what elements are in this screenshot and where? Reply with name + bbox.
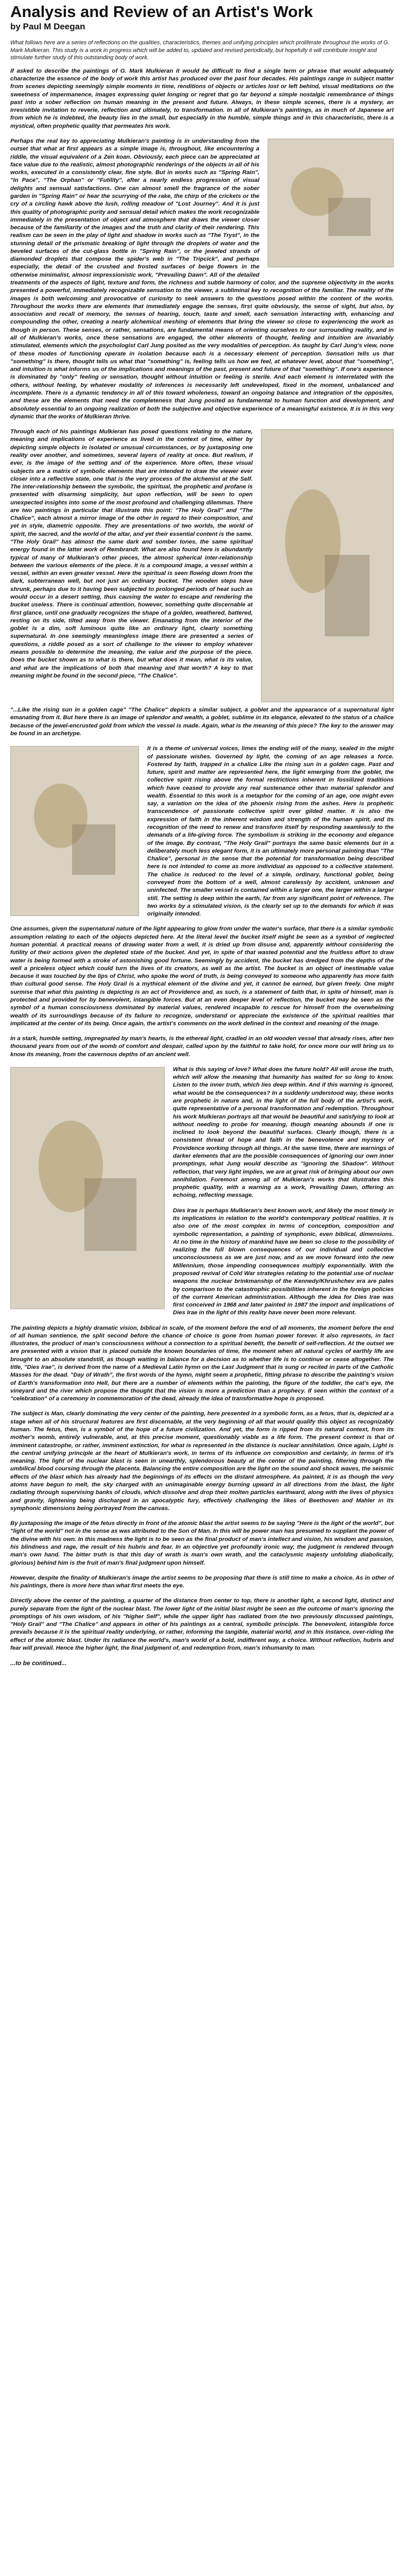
body-paragraph-2: Perhaps the real key to appreciating Mulkieran's painting is in understanding from the outset that what at first appears as a simple image is, throughout, like encountering a riddle, the visual equivalent of a Zen koan. Obviously, each piece can be appreciated at face value due to the realistic, almost photographic renderings of the objects in all of his works, executed in a consistently clear, fine style. But in works such as "Spring Rain", "In Pace", "The Orphan" or "Futility", after a nearly endless progression of visual delights and sensual satisfactions. One can almost smell the fragrance of the sober garden in "Spring Rain" or hear the scurrying of the rake, the chirp of the crickets or the cry of a circling hawk above the lush, rolling meadow of "Lost Journey". And it is just this quality of photographic purity and sensual detail which makes the work recognizable immediately in the presentation of object and atmosphere that draws the viewer closer because of the familiarity of the images and the truth and clarity of their rendering. This realism can be seen in the play of light and shadow in works such as "The Tryst", in the stunning detail of the prismatic breaking of light through the droplets of water and the beveled surfaces of the cut-glass bottle in "Spring Rain", or the jeweled strands of diamonded droplets that compose the spider's web in "The Tripcick", and perhaps especially, the detail of the crushed and frosted surfaces of beige flowers in the otherwise minimalist, almost impressionistic work, "Prevailing Dawn". All of the detailed treatments of the aspects of light, texture and form, the richness and subtle harmony of color, and the supreme objectivity in the works presented a powerful, immediately recognizable sensation to the viewer, a subliminal key to recognition of the familiar. The reality of the images is both welcoming and provocative of curiosity to seek answers to the questions posed within the content of the works. Throughout the works there are elements that immediately engage the senses, first quite obviously, the sense of sight, but also, by association and recall of memory, the senses of hearing, touch, taste and smell, each sensation interacting with, enhancing and compounding the other, creating a nearly alchemical meshing of elements that bring the viewer so close to experiencing the work as though in person. These senses, or rather, sensations, are fundamental means of orienting ourselves to our surrounding reality, and in all of Mulkieran's works, once these sensations are engaged, the other elements of thought, feeling and intuition are invariably stimulated, elements which the psychologist Carl Jung posited as the very modalities of perception. As taught by Carl Jung's view, none of these modes of functioning operate in isolation because each is a necessary element of perception. Sensation tells us that "something" is there, thought tells us what that "something" is, feeling tells us how we feel, at whatever level, about that "something", and intuition is what informs us of the implications and meanings of the past, present and future of that "something". If one's experience is dominated by "only" feeling or sensation, thought without intuition or feeling is sterile. And each element is interrelated with the others, without feeling, by whatever modality of inferences is necessarily left undeveloped, fixed in the moment, unbalanced and incomplete. There is a dynamic tendency in all of this toward wholeness, toward an ongoing balance and integration of the opposites, and these are the elements that need the completeness that Jung posited as fundamental to human function and development, and absolutely essential to an ongoing realization of both the subjective and objective experience of a meaningful existence. It is in this very dynamic that the works of Mulkieran thrive. xyxy=(10,138,394,420)
body-paragraph-8: What is this saying of love? What does the future hold? All will arose the truth, which will allow the meaning that humanity has waited for so long to know. Listen to the inner truth, which lies deep within. And if this warning is ignored, what would be the consequences? In a suddenly understood way, these works are prophetic in nature and, in the light of the full body of the artist's work, quite representative of a personal transformation and redemption. Throughout his work Mulkieran portrays all that would be beautiful and satisfying to look at without needing to probe for meaning, though meaning abounds if one is inclined to look beyond the beautiful surfaces. Clearly though, there is a consistent thread of hope and faith in the benevolence and mystery of Providence working through all things. At the same time, there are warnings of darker elements that are the possible consequences of ignoring our own inner promptings, what Jung would describe as "ignoring the Shadow". Without reflection, that very light implies, we are at great risk of bringing about our own annihilation. Foremost among all of Mulkieran's works that illustrates this prophetic quality, with a warning as a work, Prevailing Dawn, offering an echoing, reflecting message. xyxy=(173,1066,394,1199)
body-paragraph-5: It is a theme of universal voices, limes the ending will of the many, sealed in the might of passionate wishes. Governed by light, the coming of an age releases a force. Fostered by faith, trapped in a chalice Like the rising sun in a golden cage. Past and future, spirit and matter are represented here, the light emerging from the goblet, the collective spirit rising above the formal restrictions inherent in fossilized traditions which have ceased to provide any real sustenance other than material splendor and wealth. Essential to this work is a metaphor for the coming of an age, one might even say, a variation on the idea of the phoenix rising from the ashes. Here is prophetic transcendence of passionate collective spirit over gilded matter. It is also the expression of faith in the inherent wisdom and strength of the human spirit, and its recognition of the need to renew and transform itself by responding seamlessly to the demands of a life-giving force. The symbolism is striking in the economy and elegance of the image. By contrast, "The Holy Grail" portrays the same basic elements but in a deliberately much less elegant form, it is an ultimately more personal painting than "The Chalice", personal in the sense that the potential for transformation being described here is not intended to come as more individual as opposed to a collective statement. The chalice is reduced to the level of a simple, ordinary, functional goblet, being conveyed from the bottom of a well, almost carelessly by accident, unknown and uninfected. The smaller vessel is contained within a larger one, the larger within a larger still. The setting is deep within the earth, far from any significant point of reference. The two works by a stimulated vision, is the clearly set up to the demands for which it was originally intended. xyxy=(147,745,394,918)
body-paragraph-13: However, despite the finality of Mulkieran's image the artist seems to be proposing that there is still time to make a choice. As in other of his paintings, there is more here than what first meets the eye. xyxy=(10,1574,394,1589)
painting-image xyxy=(10,746,139,916)
body-paragraph-7: In a stark, humble setting, impregnated by man's hearts, is the ethereal light, cradled in an old wooden vessel that already rises, after two thousand years from out of the womb of comfort and despair, called upon by the faithful to take hold, for once more our will bring us to know its meaning, from the cavernous depths of an ancient well. xyxy=(10,1036,394,1058)
body-paragraph-9: Dies Irae is perhaps Mulkieran's best known work, and likely the most timely in its implications in relation to the world's contemporary political realities. It is also one of the most complex in terms of conception, composition and symbolic representation, a painting of symphonic, even biblical, dimensions. At no time in the history of mankind have we been so close to the possibility of realizing the full blown consequences of our individual and collective unconsciousness as we are just now, and as we move forward into the new Millennium, those impending consequences multiply exponentially. With the proposed revival of Cold War strategies relating to the potential use of nuclear weapons the nuclear brinkmanship of the Kennedy/Khrushchev era are pales by comparison to the catastrophic possibilities inherent in the foreign policies of the current American administration. Although the idea for Dies Irae was first conceived in 1968 and later painted in 1987 the import and implications of Dies Irae in the light of this reality have never been more relevant. xyxy=(173,1207,394,1316)
painting-image xyxy=(261,429,394,702)
painting-image xyxy=(10,1067,165,1309)
body-paragraph-6: One assumes, given the supernatural nature of the light appearing to glow from under the water's surface, that there is a similar symbolic assumption relating to each of the objects depicted here. At the literal level the bucket itself might be seen as a symbol of neglected human potential. A practical means of drawing water from a well, it is dried up from disuse and, apparently without considering the futility of their actions given the depleted state of the bucket. And yet, in spite of that wasted potential and the fruitless effort to draw water is being formed with a stroke of astonishing good fortune. Seemingly by accident, the bucket has dredged from the depths of the well a priceless object which could turn the lives of its creators, as well as the artist. The bucket is an object of inestimable value because it was touched by the lips of Christ, who spoke the word of truth, is being conveyed to someone who apparently has more faith than cultural good sense. The Holy Grail is a mythical element of the divine and yet, it cannot be earned, but given freely. One might surmise that what this painting is depicting is an act of Providence and, as such, is a statement of faith that, in spite of himself, man is protected and provided for by benevolent, intangible forces. But at an even deeper level of reflection, the bucket may be seen as the symbol of a human consciousness dominated by material values, rendered incapable to rescue for himself from the overwhelming wealth of its surroundings because of its failure to recognize, understand or appreciate the existence of the spiritual realities that implicated at the center of its being. Once again, the artist's comments on the work defined in the context and meaning of the image. xyxy=(10,926,394,1027)
body-paragraph-11: The subject is Man, clearly dominating the very center of the painting, here presented in a symbolic form, as a fetus, that is, depicted at a stage when all of his structural features are first discernable, at the very beginning of all that would qualify this object as recognizably human. The fetus, then, is a symbol of the hope of a future civilization. And yet, the form is ripped from its natural context, from its mother's womb, entirely vulnerable, and, at this precise moment, questionably viable as a life form. The present context is that of imminent catastrophe, or rather, imminent extinction, for what is represented in the distance is nuclear annihilation. Once again, Light is the central unifying principle at the heart of Mulkieran's work, in terms of its influence on composition and certainly, in terms of it's meaning. The light of the nuclear blast is seen in unearthly, splendorous beauty at the center of the painting, filtering through the umbilical blood coursing through the placenta. Balancing the entire composition are the light on the sound and shock waves, the seismic effects of the blast which has already had the beginnings of its effects on the distant atmosphere. As painted, it is as though the very atoms have begun to melt, the sky charged with an unimaginable energy burning upward in all directions from the blast, the light radiating through supervising banks of clouds, which dissolve and drop their molten particles earthward, along with the lives of physics and gravity, lightening being discharged in an apocalyptic fury, effectively challenging the likes of Beethoven and Mahler in its symphonic dimensions being portrayed from the canvas. xyxy=(10,1411,394,1512)
painting-image xyxy=(268,139,394,267)
body-paragraph-1: If asked to describe the paintings of G. Mark Mulkieran it would be difficult to find a single term or phrase that would adequately characterize the essence of the body of work this artist has produced over the past four decades. His paintings range in subject matter from scenes depicting seemingly simple moments in time, renditions of objects or articles lost or left behind, visual meditations on the sweetness of impermanence, images expressing quiet longing or regret that go far beyond a simple nostalgic remembrance of things past into a sober reflection on human meaning in the present and future. Always, in these simple scenes, there is a mystery, an irresistible invitation to reverie, reflection and ultimately, to transformation. In all of Mulkieran's paintings, as in much of Japanese art from which he is indebted, the beauty lies in the small, but especially in the humble, simple things and in this characteristic, there is a mystical, often prophetic quality that permeates his work. xyxy=(10,67,394,129)
body-paragraph-4: "...Like the rising sun in a golden cage" "The Chalice" depicts a similar subject, a goblet and the appearance of a supernatural light emanating from it. But here there is an image of splendor and wealth, a goblet, sublime in its elegance, elevated to the status of a chalice because of the jewel-encrusted gold from which the vessel is made. Again, what is the meaning of this piece? The key to the answer may be found in an archetype. xyxy=(10,707,394,737)
body-paragraph-14: Directly above the center of the painting, a quarter of the distance from center to top, there is another light, a second light, distinct and purely separate from the light of the nuclear blast. The lower light of the initial blast might be seen as the outcome of man's ignoring the promptings of his own wisdom, of his "higher Self", while the upper light has radiated from the two previously discussed paintings, "Holy Grail" and "The Chalice" and appears in other of his paintings as a central, symbolic principle. The benevolent, intangible force prevails because it is the spiritual reality underlying, or rather, informing the tangible, material world, and in this instance, over-riding the effect of the atomic blast. Under its radiance the world's, man's world of a bold, indifferent way, a choice. Without reflection, hubris and fear will prevail. Hence the higher light, the final judgment of, and redemption from, man's inhumanity to man. xyxy=(10,1598,394,1652)
intro-paragraph: What follows here are a series of reflections on the qualities, characteristics, themes and unifying principles which proliferate throughout the works of G. Mark Mulkieran. This study is a work in progress which will be added to, updated and revised periodically, but hopefully it will contribute insight and stimulate further study of this outstanding body of work. xyxy=(10,40,390,61)
continued-note: ...to be continued... xyxy=(10,1659,67,1667)
body-paragraph-3: Through each of his paintings Mulkieran has posed questions relating to the nature, meaning and implications of experience as lived in the context of time, either by depicting simple objects in isolated or unusual circumstances, or by juxtaposing one reality over another, and sometimes, several layers of reality at once. But realism, if ever, is the image of the setting and of the experience. More often, these visual subjects are a matrix of symbolic elements that are intended to draw the viewer ever closer into a reflective state, one that is the very process of the alchemist at the Self. The inter-relationship between the symbolic, the spiritual, the prophetic and profane is presented with disarming simplicity, but upon reflection, will be seen to open unexpected insights into some of the most profound and challenging dilemmas. There are two paintings in particular that illustrate this point: "The Holy Grail" and "The Chalice", each almost a mirror image of the other in regard to their composition, and yet in style, diametric opposite. They are presentations of two worlds, the world of spirit, the sacred, and the world of the altar, and yet their essential content is the same. "The Holy Grail" has almost the same dark and somber tones, the same spiritual energy found in the latter work of Rembrandt. What are also found here is abundantly typical of many of Mulkieran's other pieces, the almost spherical inter-relationship between the various elements of the piece. It is a compound image, a vessel within a vessel, within an even greater vessel. Here the spiritual is seen flowing down from the dark, subterranean well, but not just an ordinary bucket. The wooden steps have shrunk, perhaps due to it having been subjected to prolonged periods of heat such as would occur in a desert setting, thus causing the water to escape and rendering the bucket useless. There is continual attention, however, something quite discernable at first glance, until one gradually recognizes the shape of a golden, weathered, battered, resting on its side, tilted away from the viewer. Emanating from the interior of the goblet is a dim, soft luminous quite like an ordinary light, clearly something supernatural. In one seemingly meaningless image there are presented a series of questions, a riddle posed as a sort of challenge to the viewer to employ whatever means possible to determine the meaning, the value and the purpose of the piece. Does the bucket shown as to what is there, but what does it mean, what is its value, and what are the implications of both that meaning and that worth? A key to that meaning might be found in the second piece, "The Chalice". xyxy=(10,429,253,679)
article xyxy=(10,0,394,1677)
byline: by Paul M Deegan xyxy=(10,22,85,32)
body-paragraph-10: The painting depicts a highly dramatic vision, biblical in scale, of the moment before the end of all moments, the moment before the end of all human sentience, the split second before the chance of choice is gone from human power forever. It also represents, in fact illustrates, the product of man's consciousness without a connection to a spiritual benefit, the benefit of self-reflection. At the outset we are presented with a vision that is placed outside the known boundaries of time, the moment when all natural cycles of earthly life are brought to an absolute standstill, as though waiting in balance for a decision as to whether life is to continue or cease altogether. The title, "Dies Irae", is derived from the name of a Medieval Latin hymn on the Last Judgment that is sung or recited in parts of the Catholic Masses for the dead. "Day of Wrath", the first words of the hymn, might seem a prophetic, fitting phrase to describe the painting's vision of Earth's transformation into Hell, but there are a number of elements within the painting, the figure of the toddler, the cat's eye, the vineyard and the river which propose the thought that the vision is more a prediction than a prophecy. If seen within the context of a "celebration" of a ceremony in commemoration of the dead, already the idea of transformative hope is proposed. xyxy=(10,1325,394,1402)
page-title: Analysis and Review of an Artist's Work xyxy=(10,3,313,21)
body-paragraph-12: By juxtaposing the image of the fetus directly in front of the atomic blast the artist seems to be saying "Here is the light of the world", but "light of the world" not in the sense as was attributed to the Son of Man. In this will be power man has presumed to supplant the power of the divine with his own. In this madness the light is to be seen as the final product of man's intellect and vision, his wisdom and passion, his blindness and rage, the result of his hubris and fear. In an objective yet profoundly ironic way, the judgment is rendered through man's own hand. The bitter truth is that this day of wrath is man's own wrath, and the cataclysmic majesty unfolding diabolically, glorious) behind him is the fruit of man's final judgment upon himself. xyxy=(10,1520,394,1566)
